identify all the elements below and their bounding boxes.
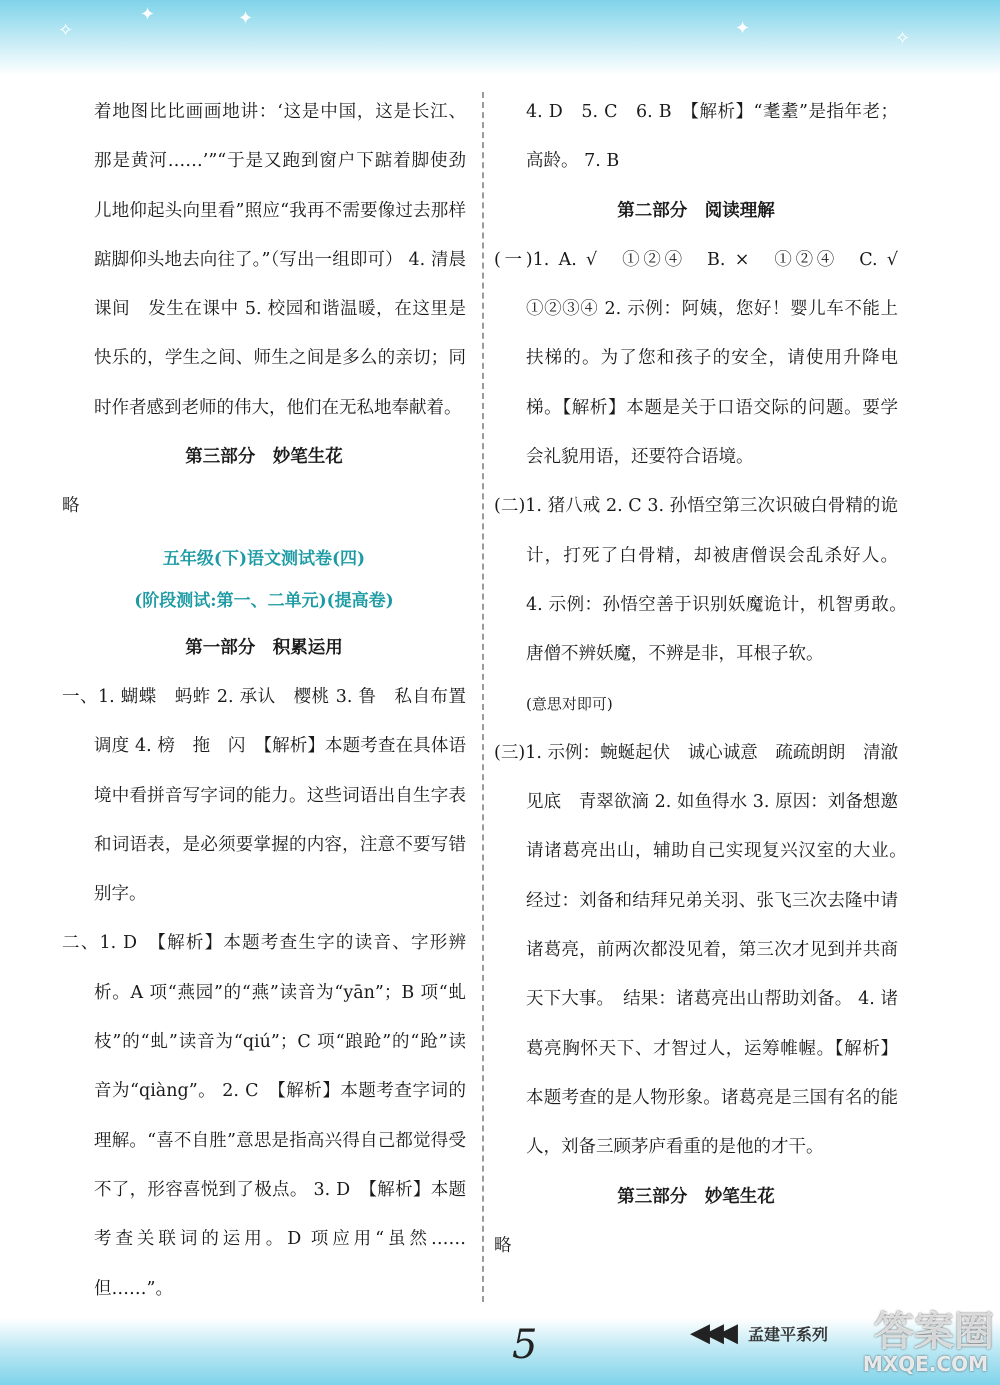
section-heading-part3: 第三部分 妙笔生花 bbox=[185, 447, 343, 468]
answer-line-top: 4. D 5. C 6. B 【解析】“耄耋”是指年老；高龄。 7. B bbox=[526, 102, 898, 172]
omitted-mark: 略 bbox=[62, 496, 80, 517]
section-heading-part3-right: 第三部分 妙笔生花 bbox=[617, 1186, 775, 1207]
sparkle-icon: ✦ bbox=[735, 18, 751, 39]
footer-brand: 孟建平系列 bbox=[748, 1325, 829, 1344]
reading-section-3: (三)1. 示例：蜿蜒起伏 诚心诚意 疏疏朗朗 清澈见底 青翠欲滴 2. 如鱼得水 3. 原因：刘备想邀请诸葛亮出山，辅助自己实现复兴汉室的大业。 经过：刘备和结拜兄弟关羽、张飞三次去隆中请诸葛亮，前两次都没见着，第三次才见到并共商天下大事。 结果：诸葛亮出山帮助刘备。 4. 诸葛亮胸怀天下、才智过人，运筹帷幄。【解析】本题考查的是人物形象。诸葛亮是三国有名的能人，刘备三顾茅庐看重的是他的才干。 bbox=[494, 742, 916, 1158]
sparkle-icon: ✦ bbox=[140, 4, 156, 25]
right-column bbox=[494, 88, 916, 1271]
section-heading-part1: 第一部分 积累运用 bbox=[185, 637, 343, 658]
watermark-url: MXQE.COM bbox=[862, 1352, 988, 1376]
reading-section-2: (二)1. 猪八戒 2. C 3. 孙悟空第三次识破白骨精的诡计，打死了白骨精，却被唐僧误会乱杀好人。 4. 示例：孙悟空善于识别妖魔诡计，机智勇敢。 唐僧不辨妖魔，不辨是非，耳根子软。 bbox=[494, 496, 916, 665]
arrow-icon: ◀◀◀ bbox=[690, 1318, 732, 1348]
test-subtitle: (阶段测试:第一、二单元)(提高卷) bbox=[134, 590, 394, 611]
left-column bbox=[62, 88, 484, 1314]
omitted-mark-right: 略 bbox=[494, 1235, 512, 1256]
answer-item-er: 二、1. D 【解析】本题考查生字的读音、字形辨析。A 项“燕园”的“燕”读音为“yān”；B 项“虬枝”的“虬”读音为“qiú”；C 项“踉跄”的“跄”读音为“qiàng”。 2. C 【解析】本题考查字词的理解。“喜不自胜”意思是指高兴得自己都觉得受不了，形容喜悦到了极点。 3. D 【解析】本题考查关联词的运用。D 项应用“虽然……但……”。 bbox=[62, 933, 466, 1299]
answer-item-yi: 一、1. 蝴蝶 蚂蚱 2. 承认 樱桃 3. 鲁 私自布置 调度 4. 榜 拖 闪 【解析】本题考查在具体语境中看拼音写字词的能力。这些词语出自生字表和词语表，是必须要掌握的内容，注意不要写错别字。 bbox=[62, 686, 484, 905]
watermark-logo: 答案圈 bbox=[874, 1309, 994, 1355]
section-heading-part2: 第二部分 阅读理解 bbox=[617, 200, 775, 221]
sparkle-icon: ✦ bbox=[238, 8, 254, 29]
left-paragraph: 着地图比比画画地讲：‘这是中国，这是长江、那是黄河……’”“于是又跑到窗户下踮着脚使劲儿地仰起头向里看”照应“我再不需要像过去那样踮脚仰头地去向往了。”（写出一组即可） 4. 清晨 课间 发生在课中 5. 校园和谐温暖，在这里是快乐的，学生之间、师生之间是多么的亲切；同时作者感到老师的伟大，他们在无私地奉献着。 bbox=[94, 102, 484, 418]
reading-section-1: (一)1. A. √ ①②④ B. × ①②④ C. √ ①②③④ 2. 示例：阿姨，您好！婴儿车不能上扶梯的。为了您和孩子的安全，请使用升降电梯。【解析】本题是关于口语交际的问题。要学会礼貌用语，还要符合语境。 bbox=[494, 249, 916, 468]
page-number: 5 bbox=[512, 1322, 538, 1368]
sparkle-icon: ✧ bbox=[895, 28, 911, 49]
bottom-decorative-band bbox=[0, 1318, 1000, 1385]
sparkle-icon: ✧ bbox=[58, 20, 74, 41]
reading-section-2-note: (意思对即可) bbox=[526, 694, 613, 713]
test-title: 五年级(下)语文测试卷(四) bbox=[162, 548, 366, 569]
